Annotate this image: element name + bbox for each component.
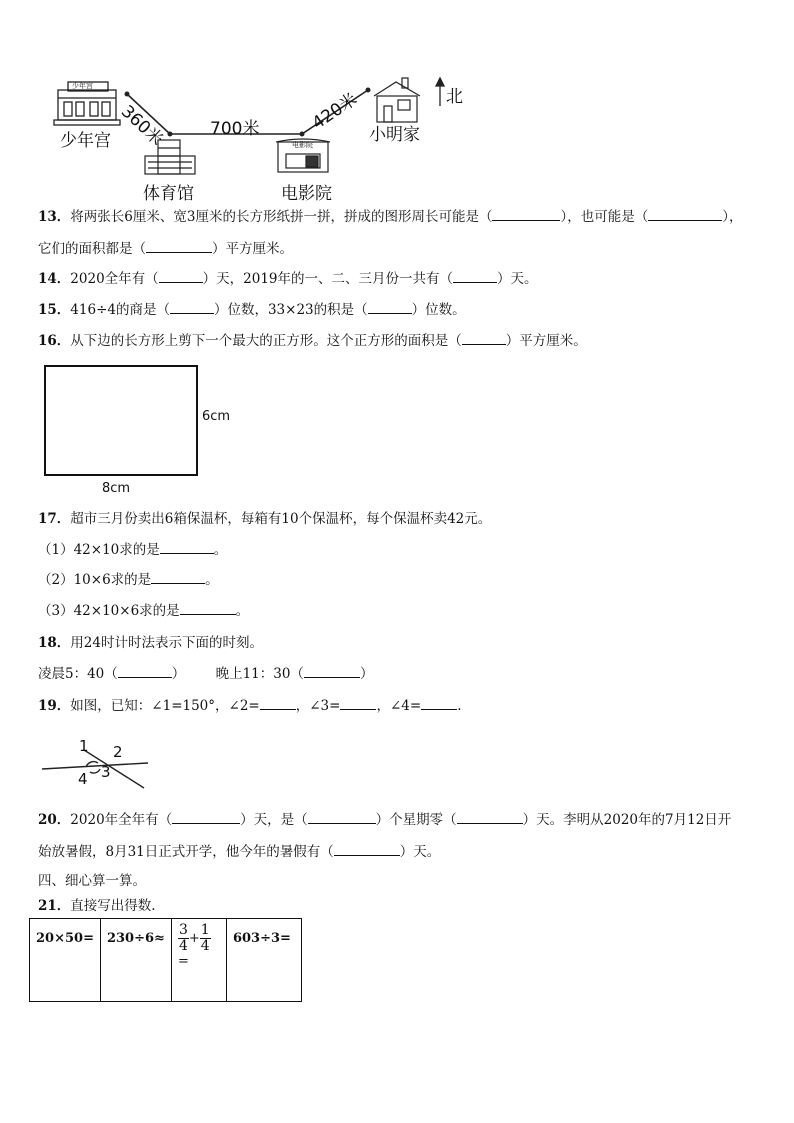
question-number: 20． (38, 812, 71, 828)
q20-text-f: ）天。 (399, 844, 441, 860)
q17-part3-text: （3）42×10×6求的是 (38, 603, 180, 619)
question-21 (38, 897, 156, 915)
home-building (374, 78, 420, 122)
answer-blank[interactable] (170, 301, 214, 314)
q16-text-b: ）平方厘米。 (505, 333, 587, 349)
question-17-part-3 (38, 602, 249, 620)
cinema-sign: 电影院 (292, 141, 313, 149)
question-17 (38, 510, 491, 528)
numerator: 3 (178, 922, 188, 938)
question-18 (38, 634, 263, 652)
question-number: 21． (38, 898, 71, 914)
answer-blank[interactable] (260, 697, 296, 710)
answer-blank[interactable] (334, 843, 400, 856)
q15-text-a: 416÷4的商是（ (70, 302, 170, 318)
north-arrow-icon (436, 78, 444, 106)
question-number: 15． (38, 302, 71, 318)
q21-text: 直接写出得数. (70, 898, 156, 914)
label-youth-palace: 少年宫 (60, 131, 111, 151)
q15-text-b: ）位数，33×23的积是（ (213, 302, 368, 318)
time-night: 晚上11：30（ (215, 666, 304, 682)
calc-expression: 603÷3= (232, 931, 291, 946)
q19-end: . (457, 698, 462, 714)
q20-text-c: ）个星期零（ (375, 812, 457, 828)
denominator: 4 (178, 938, 188, 954)
q14-text-b: ）天，2019年的一、二、三月份一共有（ (202, 271, 454, 287)
distance-420: 420米 (308, 89, 361, 134)
question-number: 13． (38, 209, 71, 225)
q20-text-d: ）天。李明从2020年的7月12日开 (522, 812, 732, 828)
question-19 (38, 697, 461, 715)
question-number: 16． (38, 333, 71, 349)
section-heading: 四、细心算一算。 (38, 873, 146, 889)
angle-label-4: 4 (78, 770, 88, 788)
calculation-table (29, 918, 302, 1002)
rectangle-height-label: 6cm (202, 409, 231, 424)
question-20 (38, 811, 731, 829)
q13-text-e: ）平方厘米。 (212, 241, 293, 257)
answer-blank[interactable] (421, 697, 457, 710)
answer-blank[interactable] (457, 811, 523, 824)
q17-text: 超市三月份卖出6箱保温杯，每箱有10个保温杯，每个保温杯卖42元。 (70, 511, 492, 527)
calc-cell-1[interactable] (30, 919, 101, 1002)
answer-blank[interactable] (308, 811, 376, 824)
question-16 (38, 332, 587, 350)
distance-360: 360米 (116, 101, 167, 151)
calc-cell-4[interactable] (226, 919, 301, 1002)
q14-text-a: 2020全年有（ (70, 271, 159, 287)
q19-text: 如图，已知：∠1=150°，∠2= (70, 698, 260, 714)
q17-end: 。 (213, 542, 228, 558)
question-15 (38, 301, 466, 319)
q17-part1-text: （1）42×10求的是 (38, 542, 160, 558)
question-13 (38, 208, 742, 226)
q14-text-c: ）天。 (497, 271, 538, 287)
equals-sign: = (177, 954, 189, 969)
question-number: 14． (38, 271, 71, 287)
question-17-part-1 (38, 541, 227, 559)
youth-palace-sign: 少年宫 (72, 82, 93, 90)
numerator: 1 (200, 922, 210, 938)
calc-cell-2[interactable] (100, 919, 171, 1002)
angle-label-2: 2 (113, 743, 123, 761)
question-number: 18． (38, 635, 71, 651)
answer-blank[interactable] (453, 270, 497, 283)
question-number: 17． (38, 511, 71, 527)
q20-text-a: 2020年全年有（ (70, 812, 173, 828)
calc-expression: 20×50= (36, 931, 94, 946)
angle-label-1: 1 (79, 737, 89, 755)
q13-text-c: ）， (722, 209, 743, 225)
rectangle-figure (44, 365, 198, 476)
answer-blank[interactable] (368, 301, 412, 314)
answer-blank[interactable] (304, 665, 360, 678)
rectangle-width-label: 8cm (102, 481, 131, 496)
label-home: 小明家 (369, 125, 420, 145)
answer-blank[interactable] (648, 208, 722, 221)
plus-sign: + (188, 931, 200, 946)
answer-blank[interactable] (462, 332, 506, 345)
q16-text-a: 从下边的长方形上剪下一个最大的正方形。这个正方形的面积是（ (70, 333, 462, 349)
question-13-line2 (38, 240, 293, 258)
distance-700: 700米 (210, 119, 260, 139)
answer-blank[interactable] (159, 270, 203, 283)
q13-text-a: 将两张长6厘米、宽3厘米的长方形纸拼一拼，拼成的图形周长可能是（ (70, 209, 493, 225)
q19-text-c: ，∠4= (376, 698, 422, 714)
calc-expression: 230÷6≈ (106, 931, 165, 946)
q20-text-b: ）天，是（ (240, 812, 308, 828)
denominator: 4 (200, 938, 210, 954)
question-18-times (38, 665, 373, 683)
angle-label-3: 3 (101, 763, 111, 781)
answer-blank[interactable] (172, 811, 240, 824)
label-north: 北 (446, 87, 463, 107)
answer-blank[interactable] (340, 697, 376, 710)
answer-blank[interactable] (180, 602, 236, 615)
q13-text-b: ），也可能是（ (560, 209, 649, 225)
answer-blank[interactable] (160, 541, 214, 554)
angle-diagram (40, 730, 150, 790)
question-number: 19． (38, 698, 71, 714)
q17-end: 。 (205, 572, 219, 588)
answer-blank[interactable] (118, 665, 172, 678)
question-17-part-2 (38, 571, 219, 589)
q17-end: 。 (235, 603, 250, 619)
answer-blank[interactable] (151, 571, 205, 584)
q19-text-b: ，∠3= (295, 698, 341, 714)
answer-blank[interactable] (146, 240, 212, 253)
answer-blank[interactable] (492, 208, 560, 221)
q17-part2-text: （2）10×6求的是 (38, 572, 152, 588)
close-paren: ） (171, 666, 186, 682)
question-14 (38, 270, 538, 288)
fraction-3-4 (178, 923, 189, 954)
q15-text-c: ）位数。 (411, 302, 466, 318)
fraction-1-4 (200, 923, 211, 954)
label-cinema: 电影院 (281, 184, 332, 204)
time-early-morning: 凌晨5：40（ (38, 666, 118, 682)
q13-text-d: 它们的面积都是（ (38, 241, 146, 257)
label-gym: 体育馆 (143, 184, 194, 204)
calc-cell-3[interactable] (171, 919, 226, 1002)
q18-text: 用24时计时法表示下面的时刻。 (70, 635, 263, 651)
q20-text-e: 始放暑假，8月31日正式开学，他今年的暑假有（ (38, 844, 334, 860)
close-paren: ） (359, 666, 374, 682)
question-20-line2 (38, 843, 440, 861)
